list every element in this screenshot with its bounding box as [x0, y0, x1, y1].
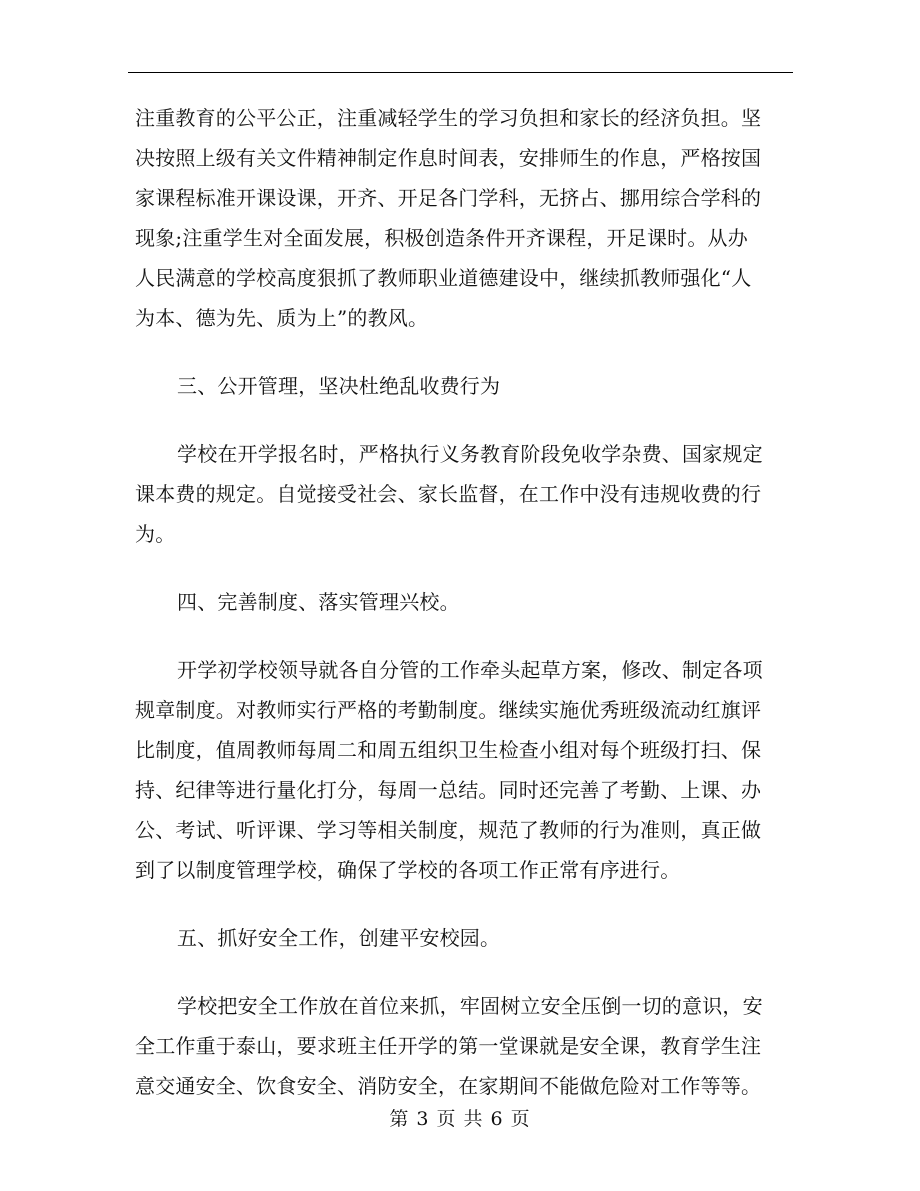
document-body [135, 98, 795, 1106]
text-line: 开学初学校领导就各自分管的工作牵头起草方案，修改、制定各项 [177, 658, 763, 682]
text-line: 学校把安全工作放在首位来抓，牢固树立安全压倒一切的意识，安 [177, 994, 763, 1018]
paragraph-2 [135, 434, 795, 554]
paragraph-4 [135, 986, 795, 1106]
text-line: 人民满意的学校高度狠抓了教师职业道德建设中，继续抓教师强化“人 [135, 266, 752, 290]
heading-text: 五、抓好安全工作，创建平安校园。 [177, 926, 501, 950]
page-footer: 第 3 页 共 6 页 [389, 1108, 531, 1130]
header-rule [128, 72, 793, 73]
section-heading-5 [135, 918, 795, 958]
text-line: 比制度，值周教师每周二和周五组织卫生检查小组对每个班级打扫、保 [135, 738, 762, 762]
heading-text: 四、完善制度、落实管理兴校。 [177, 590, 460, 614]
section-heading-4 [135, 582, 795, 622]
text-line: 现象;注重学生对全面发展，积极创造条件开齐课程，开足课时。从办 [135, 226, 748, 250]
text-line: 意交通安全、饮食安全、消防安全，在家期间不能做危险对工作等等。 [135, 1074, 762, 1098]
text-line: 注重教育的公平公正，注重减轻学生的学习负担和家长的经济负担。坚 [135, 106, 762, 130]
text-line: 为。 [135, 522, 176, 546]
text-line: 规章制度。对教师实行严格的考勤制度。继续实施优秀班级流动红旗评 [135, 698, 762, 722]
text-line: 为本、德为先、质为上”的教风。 [135, 306, 429, 330]
text-line: 持、纪律等进行量化打分，每周一总结。同时还完善了考勤、上课、办 [135, 778, 762, 802]
paragraph-3 [135, 650, 795, 890]
text-line: 学校在开学报名时，严格执行义务教育阶段免收学杂费、国家规定 [177, 442, 763, 466]
text-line: 全工作重于泰山，要求班主任开学的第一堂课就是安全课，教育学生注 [135, 1034, 762, 1058]
paragraph-1 [135, 98, 795, 338]
section-heading-3 [135, 366, 795, 406]
heading-text: 三、公开管理，坚决杜绝乱收费行为 [177, 374, 501, 398]
text-line: 公、考试、听评课、学习等相关制度，规范了教师的行为准则，真正做 [135, 818, 762, 842]
text-line: 到了以制度管理学校，确保了学校的各项工作正常有序进行。 [135, 858, 681, 882]
text-line: 决按照上级有关文件精神制定作息时间表，安排师生的作息，严格按国 [135, 146, 762, 170]
text-line: 家课程标准开课设课，开齐、开足各门学科，无挤占、挪用综合学科的 [135, 186, 762, 210]
text-line: 课本费的规定。自觉接受社会、家长监督，在工作中没有违规收费的行 [135, 482, 762, 506]
